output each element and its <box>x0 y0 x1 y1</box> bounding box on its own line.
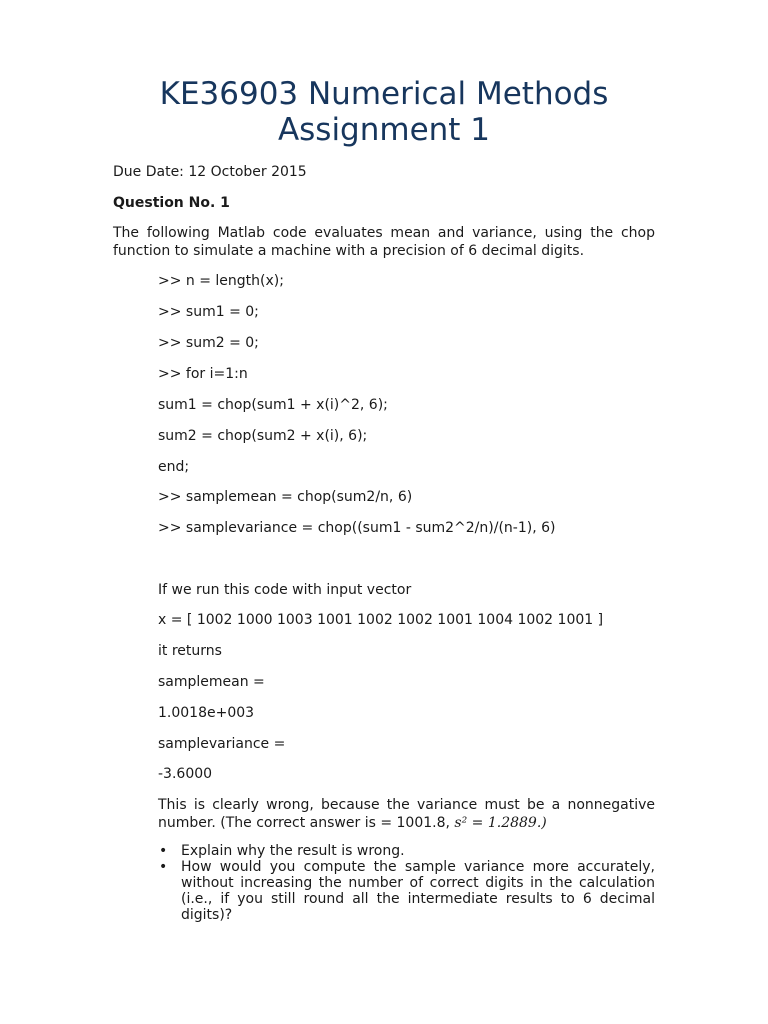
bullet-icon: • <box>159 859 168 875</box>
conclusion-text: This is clearly wrong, because the variance must be a nonnegative number. (The correct answer is = 1001.8, <box>158 797 655 831</box>
page-title-line-2: Assignment 1 <box>277 112 491 148</box>
bullet-list <box>158 843 655 923</box>
bullet-text: Explain why the result is wrong. <box>181 843 405 859</box>
due-date: Due Date: 12 October 2015 <box>113 164 307 180</box>
code-line: >> samplevariance = chop((sum1 - sum2^2/n)/(n-1), 6) <box>158 520 556 536</box>
code-line: >> sum2 = 0; <box>158 335 259 351</box>
output-var-value: -3.6000 <box>158 766 213 782</box>
variance-formula: s² = 1.2889.) <box>454 815 547 831</box>
code-line: sum2 = chop(sum2 + x(i), 6); <box>158 428 368 444</box>
code-line: >> for i=1:n <box>158 366 248 382</box>
run-text: If we run this code with input vector <box>158 582 412 598</box>
bullet-icon: • <box>159 843 168 859</box>
returns-text: it returns <box>158 643 222 659</box>
code-line: end; <box>158 459 190 475</box>
output-var-label: samplevariance = <box>158 736 286 752</box>
code-line: >> sum1 = 0; <box>158 304 259 320</box>
page-title-line-1: KE36903 Numerical Methods <box>159 76 609 112</box>
conclusion-paragraph <box>158 796 655 832</box>
list-item <box>158 859 655 923</box>
output-mean-value: 1.0018e+003 <box>158 705 255 721</box>
question-heading: Question No. 1 <box>113 195 230 211</box>
list-item <box>158 843 655 859</box>
code-line: >> n = length(x); <box>158 273 284 289</box>
bullet-text: How would you compute the sample variance more accurately, without increasing the number of correct digits in the calculation (i.e., if you still round all the intermediate results to 6 decimal digits)? <box>181 859 655 923</box>
input-vector: x = [ 1002 1000 1003 1001 1002 1002 1001 1004 1002 1001 ] <box>158 612 604 628</box>
code-line: sum1 = chop(sum1 + x(i)^2, 6); <box>158 397 388 413</box>
question-intro: The following Matlab code evaluates mean and variance, using the chop function to simulate a machine with a precision of 6 decimal digits. <box>113 225 655 259</box>
output-mean-label: samplemean = <box>158 674 265 690</box>
code-line: >> samplemean = chop(sum2/n, 6) <box>158 489 413 505</box>
